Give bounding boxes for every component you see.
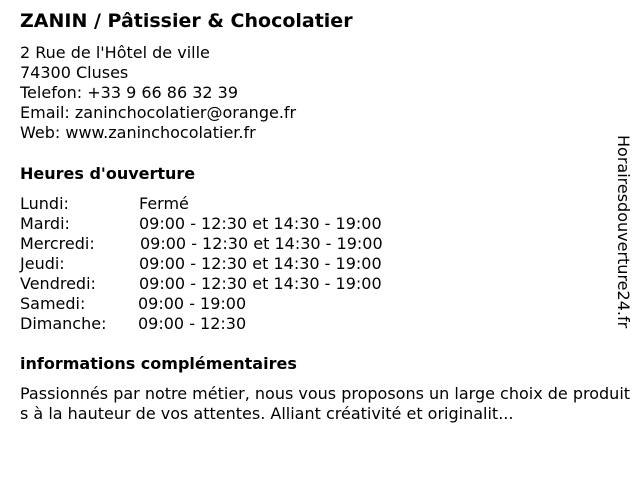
address-line-2: 74300 Cluses xyxy=(20,63,129,82)
day-label: Samedi: xyxy=(20,294,86,313)
time-value: 09:00 - 12:30 et 14:30 - 19:00 xyxy=(140,234,383,253)
day-label: Mardi: xyxy=(20,214,70,233)
time-value: Fermé xyxy=(139,194,189,213)
day-label: Mercredi: xyxy=(20,234,95,253)
web-line: Web: www.zaninchocolatier.fr xyxy=(20,123,256,142)
info-heading: informations complémentaires xyxy=(20,354,297,373)
time-value: 09:00 - 19:00 xyxy=(138,294,247,313)
time-value: 09:00 - 12:30 et 14:30 - 19:00 xyxy=(139,254,382,273)
phone-line: Telefon: +33 9 66 86 32 39 xyxy=(20,83,239,102)
business-title: ZANIN / Pâtissier & Chocolatier xyxy=(20,10,353,32)
time-value: 09:00 - 12:30 xyxy=(138,314,247,333)
description-text: Passionnés par notre métier, nous vous proposons un large choix de produits à la hauteur de vos attentes. Alliant créativité et originalit... xyxy=(20,384,631,423)
address-line-1: 2 Rue de l'Hôtel de ville xyxy=(20,43,210,62)
watermark-label: Horairesdouverture24.fr xyxy=(614,135,633,329)
time-value: 09:00 - 12:30 et 14:30 - 19:00 xyxy=(139,214,382,233)
day-label: Dimanche: xyxy=(20,314,107,333)
email-line: Email: zaninchocolatier@orange.fr xyxy=(20,103,297,122)
contact-block xyxy=(20,43,296,143)
time-value: 09:00 - 12:30 et 14:30 - 19:00 xyxy=(139,274,382,293)
day-label: Jeudi: xyxy=(20,254,65,273)
hours-heading: Heures d'ouverture xyxy=(20,164,196,183)
day-label: Lundi: xyxy=(20,194,69,213)
day-label: Vendredi: xyxy=(20,274,96,293)
